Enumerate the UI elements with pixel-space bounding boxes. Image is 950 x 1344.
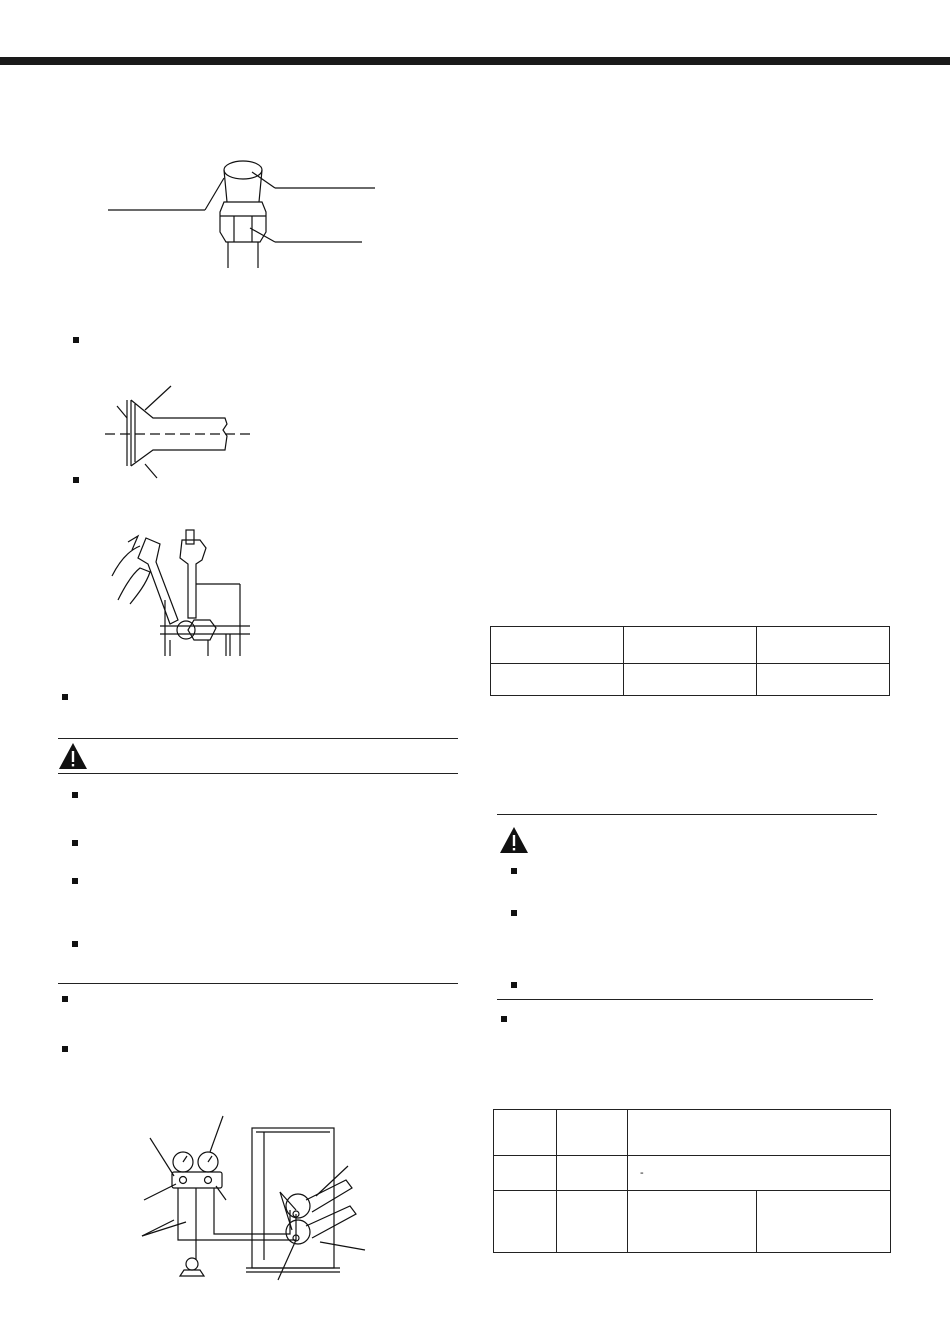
table-cell <box>628 1110 891 1156</box>
list-bullet <box>73 337 79 343</box>
warning-divider-top <box>497 814 877 815</box>
list-bullet <box>72 840 78 846</box>
list-bullet <box>501 1016 507 1022</box>
table-cell <box>557 1190 628 1252</box>
list-bullet <box>73 477 79 483</box>
warning-divider-top <box>58 738 458 739</box>
table-cell <box>557 1156 628 1190</box>
list-bullet <box>72 941 78 947</box>
table-cell <box>628 1190 757 1252</box>
gauge-manifold-figure <box>130 1110 370 1285</box>
warning-divider-mid <box>58 773 458 774</box>
table-cell <box>624 664 757 696</box>
data-table <box>493 1109 891 1253</box>
table-cell <box>757 1190 891 1252</box>
list-bullet <box>62 1046 68 1052</box>
table-cell <box>624 627 757 664</box>
warning-triangle-icon <box>499 826 529 854</box>
table-cell <box>494 1110 557 1156</box>
table-cell <box>757 627 890 664</box>
list-bullet <box>62 694 68 700</box>
data-table <box>490 626 890 696</box>
list-bullet <box>72 792 78 798</box>
table-cell <box>494 1156 557 1190</box>
list-bullet <box>62 996 68 1002</box>
table-cell <box>491 627 624 664</box>
table-cell <box>494 1190 557 1252</box>
warning-divider-bottom <box>497 999 873 1000</box>
table-cell <box>757 664 890 696</box>
list-bullet <box>511 910 517 916</box>
flare-profile-figure <box>105 378 270 483</box>
table-cell <box>557 1110 628 1156</box>
list-bullet <box>72 878 78 884</box>
warning-divider-bottom <box>58 983 458 984</box>
table-cell <box>491 664 624 696</box>
flare-nut-figure <box>100 150 390 275</box>
table-cell: - <box>628 1156 891 1190</box>
list-bullet <box>511 868 517 874</box>
header-bar <box>0 57 950 65</box>
warning-triangle-icon <box>58 742 88 770</box>
wrench-tightening-figure <box>110 528 255 656</box>
list-bullet <box>511 982 517 988</box>
